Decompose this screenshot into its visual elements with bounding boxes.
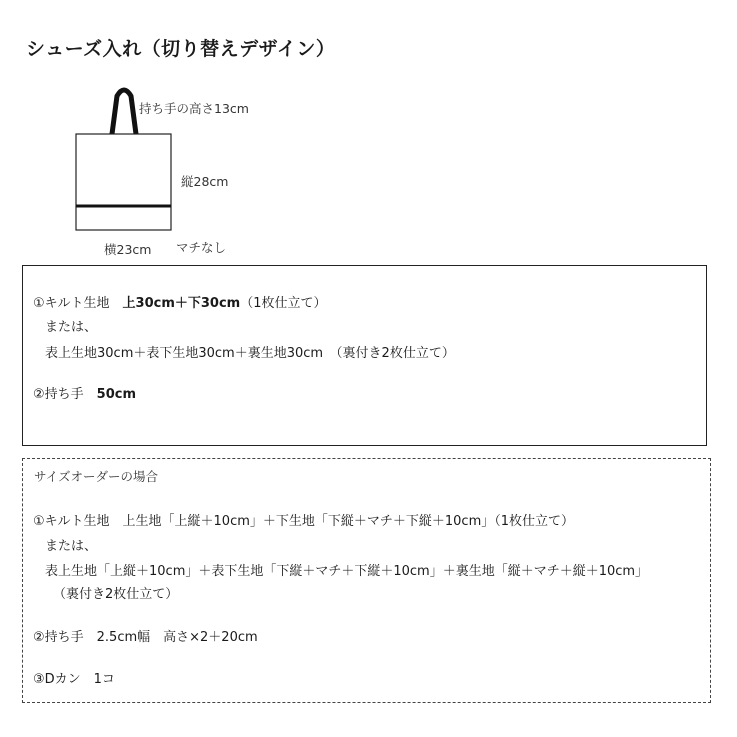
materials-box <box>22 265 707 446</box>
size-order-d-ring: ③Dカン 1コ <box>33 672 115 687</box>
handle-label: ②持ち手 <box>33 387 97 402</box>
bag-handle <box>112 90 136 134</box>
size-order-lined-note: （裏付き2枚仕立て） <box>53 587 179 602</box>
handle-length: 50cm <box>96 387 136 402</box>
material-line-lined: 表上生地30cm＋表下生地30cm＋裏生地30cm （裏付き2枚仕立て） <box>45 346 455 361</box>
fabric-size: 上30cm＋下30cm <box>122 296 241 311</box>
bag-diagram <box>0 0 737 260</box>
material-line-handle <box>33 383 136 402</box>
material-line-fabric <box>33 292 327 311</box>
size-order-or: または、 <box>45 539 98 554</box>
bag-width-label: 横23cm <box>104 242 152 257</box>
handle-height-label: 持ち手の高さ13cm <box>139 101 249 116</box>
material-line-or: または、 <box>45 320 98 335</box>
size-order-handle: ②持ち手 2.5cm幅 高さ×2＋20cm <box>33 630 258 645</box>
fabric-label: ①キルト生地 <box>33 296 123 311</box>
bag-height-label: 縦28cm <box>181 174 229 189</box>
fabric-note: （1枚仕立て） <box>240 296 327 311</box>
gusset-label: マチなし <box>176 240 227 255</box>
page-title: シューズ入れ（切り替えデザイン） <box>26 38 336 60</box>
size-order-box <box>22 458 711 703</box>
size-order-lined: 表上生地「上縦＋10cm」＋表下生地「下縦＋マチ＋下縦＋10cm」＋裏生地「縦＋マチ＋縦＋10cm」 <box>45 564 649 579</box>
size-order-fabric: ①キルト生地 上生地「上縦＋10cm」＋下生地「下縦＋マチ＋下縦＋10cm」（1枚仕立て） <box>33 514 575 529</box>
bag-body <box>76 134 171 230</box>
size-order-header: サイズオーダーの場合 <box>34 469 159 484</box>
